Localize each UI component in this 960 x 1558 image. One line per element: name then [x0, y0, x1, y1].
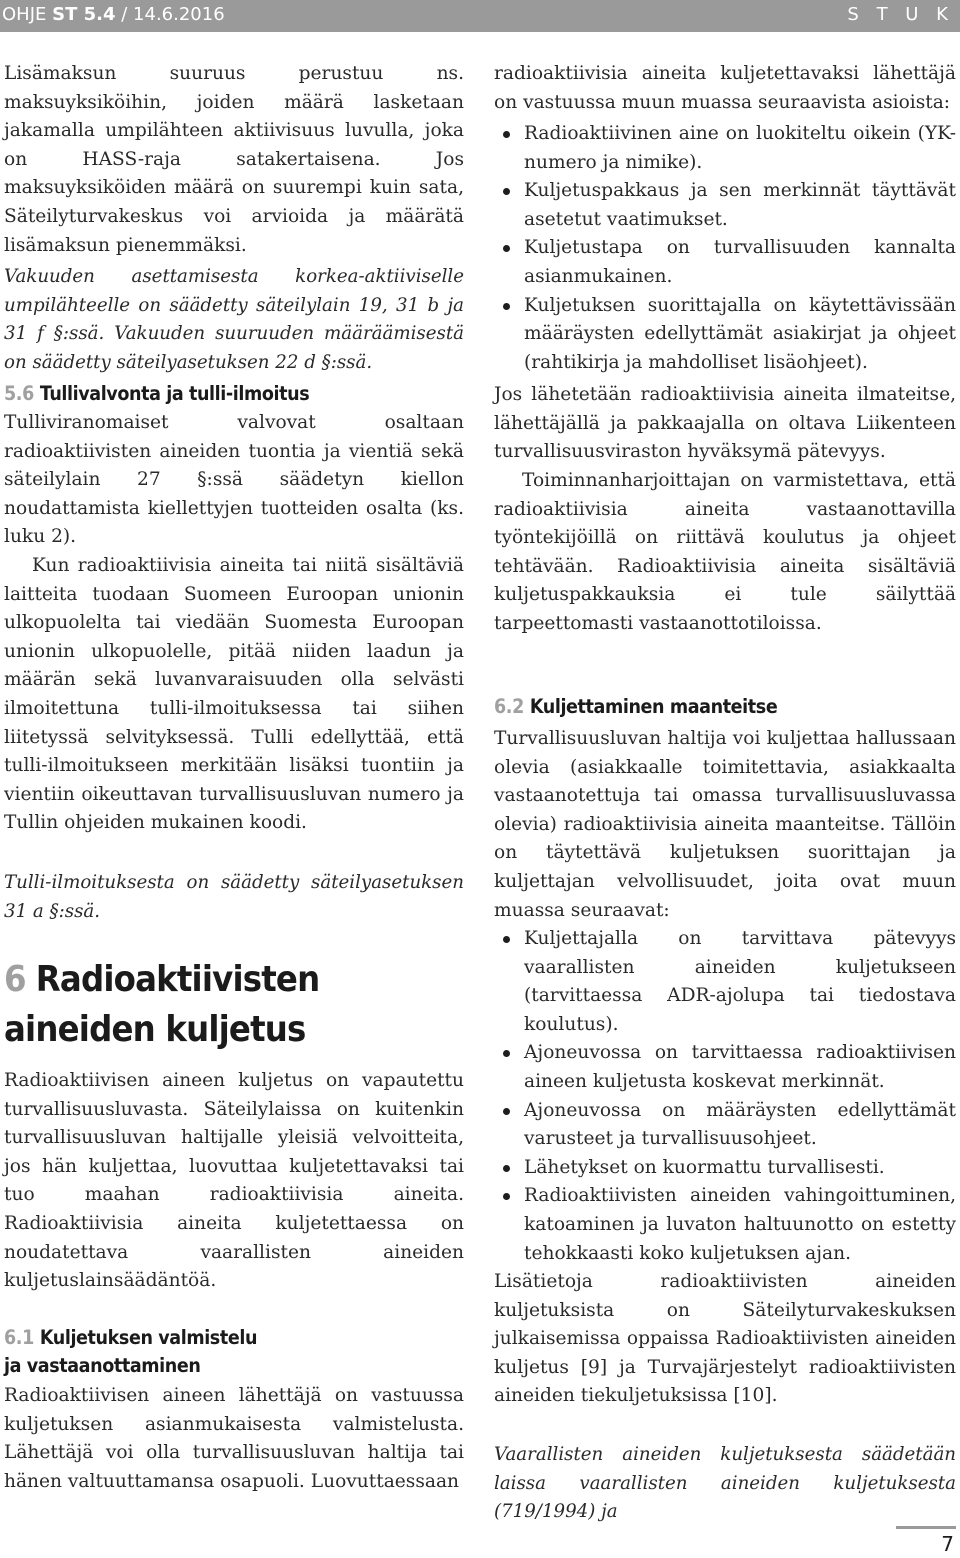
section-title-line2: ja vastaanottaminen [4, 1354, 201, 1377]
chapter-title-line1: Radioaktiivisten [35, 959, 320, 1000]
document-id [2, 4, 225, 25]
paragraph [494, 381, 956, 467]
paragraph-text: Kun radioaktiivisia aineita tai niitä sisältäviä laitteita tuodaan Suomeen Euroopan unionin ulkopuolelta tai viedään Suomesta Euroopan unionin ulkopuolelle, pitää niiden laadun ja määrän sekä luvanvaraisuuden olla selvästi ilmoitettuna tulli-ilmoituksessa tai siihen liitetyssä selvityksessä. Tulli edellyttää, että tulli-ilmoitukseen merkitään lisäksi tuontiin ja vientiin oikeuttavan turvallisuusluvan numero ja Tullin ohjeiden mukainen koodi. [4, 555, 464, 834]
list-item [494, 1182, 956, 1268]
legal-note-text: Tulli-ilmoituksesta on säädetty säteilyasetuksen 31 a §:ssä. [4, 872, 464, 922]
doc-code: ST 5.4 [52, 4, 116, 25]
paragraph [4, 409, 464, 552]
list-item [494, 1097, 956, 1154]
section-heading-6-1 [4, 1324, 464, 1380]
list-item-text: Ajoneuvossa on tarvittaessa radioaktiivisen aineen kuljetusta koskevat merkinnät. [524, 1042, 956, 1092]
paragraph [494, 467, 956, 639]
legal-note-text: Vakuuden asettamisesta korkea-aktiiviselle umpilähteelle on säädetty säteilylain 19, 31 b ja 31 f §:ssä. Vakuuden suuruuden määräämisestä on säädetty säteilyasetuksen 22 d §:ssä. [4, 266, 464, 373]
list-item-text: Kuljetuspakkaus ja sen merkinnät täyttävät asetetut vaatimukset. [524, 180, 956, 230]
bullet-icon [503, 1050, 510, 1057]
list-item-text: Ajoneuvossa on määräysten edellyttämät varusteet ja turvallisuusohjeet. [524, 1099, 956, 1150]
bullet-icon [503, 1165, 510, 1172]
document-header [0, 0, 960, 32]
list-item [494, 925, 956, 1039]
paragraph [4, 1382, 464, 1496]
list-item [494, 177, 956, 234]
paragraph-text: Radioaktiivisen aineen kuljetus on vapautettu turvallisuusluvasta. Säteilylaissa on kuitenkin turvallisuusluvan haltijalle yleisiä velvoitteita, jos hän kuljettaa, luovuttaa kuljetettavaksi tai tuo maahan radioaktiivisia aineita. Radioaktiivisia aineita kuljetettaessa on noudatettava vaarallisten aineiden kuljetuslainsäädäntöä. [4, 1070, 464, 1292]
chapter-number: 6 [4, 959, 26, 1000]
paragraph-text: Radioaktiivisen aineen lähettäjä on vastuussa kuljetuksen asianmukaisesta valmistelusta. Lähettäjä voi olla turvallisuusluvan haltija tai hänen valtuuttamansa osapuoli. Luovuttaessaan [4, 1385, 464, 1492]
section-title-line1: Kuljetuksen valmistelu [39, 1326, 258, 1349]
page-number: 7 [941, 1532, 954, 1556]
paragraph [494, 725, 956, 925]
bullet-list [494, 925, 956, 1268]
bullet-list [494, 120, 956, 377]
bullet-icon [503, 303, 510, 310]
bullet-icon [503, 936, 510, 943]
chapter-heading-6 [4, 955, 464, 1055]
doc-date: / 14.6.2016 [121, 4, 225, 25]
stuk-logo: S T U K [847, 4, 954, 25]
section-title: Kuljettaminen maanteitse [529, 695, 778, 718]
paragraph [494, 1268, 956, 1411]
section-heading-6-2 [494, 693, 956, 721]
list-item-text: Lähetykset on kuormattu turvallisesti. [524, 1156, 885, 1178]
paragraph-text: Toiminnanharjoittajan on varmistettava, että radioaktiivisia aineita vastaanottavilla työntekijöillä on riittävä koulutus ja ohjeet tehtävään. Radioaktiivisia aineita sisältäviä kuljetuspakkauksia ei tule säilyttää tarpeettomasti vastaanottotiloissa. [494, 470, 956, 634]
paragraph [4, 1067, 464, 1296]
paragraph-text: Turvallisuusluvan haltija voi kuljettaa hallussaan olevia (asiakkaalle toimitettavia, asiakkaalta vastaanotettuja tai omassa turvallisuusluvassa olevia) radioaktiivisia aineita maanteitse. Tällöin on täytettävä kuljetuksen suorittajan ja kuljettajan velvollisuudet, joita ovat muun muassa seuraavat: [494, 728, 956, 921]
list-item-text: Kuljetustapa on turvallisuuden kannalta asianmukainen. [524, 237, 956, 287]
section-number: 6.1 [4, 1326, 34, 1349]
list-item [494, 234, 956, 291]
legal-note [4, 263, 464, 377]
paragraph-text: Lisämaksun suuruus perustuu ns. maksuyksiköihin, joiden määrä lasketaan jakamalla umpilähteen aktiivisuus luvulla, joka on HASS-raja satakertaisena. Jos maksuyksiköiden määrä on suurempi kuin sata, Säteilyturvakeskus voi arvioida ja määrätä lisämaksun pienemmäksi. [4, 63, 464, 256]
list-item-text: Kuljettajalla on tarvittava pätevyys vaarallisten aineiden kuljetukseen (tarvittaessa ADR-ajolupa tai tiedostava koulutus). [524, 928, 956, 1035]
list-item-text: Radioaktiivinen aine on luokiteltu oikein (YK-numero ja nimike). [524, 123, 956, 173]
section-heading-5-6 [4, 380, 464, 408]
paragraph [494, 60, 956, 117]
paragraph-text: Lisätietoja radioaktiivisten aineiden kuljetuksista on Säteilyturvakeskuksen julkaisemissa oppaissa Radioaktiivisten aineiden kuljetus [9] ja Turvajärjestelyt radioaktiivisten aineiden tiekuljetuksissa [10]. [494, 1271, 956, 1407]
list-item-text: Kuljetuksen suorittajalla on käytettävissään määräysten edellyttämät asiakirjat ja ohjeet (rahtikirja ja mahdolliset lisäohjeet). [524, 294, 956, 373]
chapter-title-line2: aineiden kuljetus [4, 1009, 306, 1050]
legal-note [4, 869, 464, 926]
paragraph-text: Jos lähetetään radioaktiivisia aineita ilmateitse, lähettäjällä ja pakkaajalla on oltava Liikenteen turvallisuusviraston hyväksymä pätevyys. [494, 384, 956, 463]
section-title: Tullivalvonta ja tulli-ilmoitus [39, 382, 310, 405]
paragraph-text: radioaktiivisia aineita kuljetettavaksi lähettäjä on vastuussa muun muassa seuraavista asioista: [494, 63, 956, 113]
paragraph-text: Tulliviranomaiset valvovat osaltaan radioaktiivisten aineiden tuontia ja vientiä sekä säteilylain 27 §:ssä säädetyn kiellon noudattamista kiellettyjen tuotteiden osalta (ks. luku 2). [4, 412, 464, 548]
list-item [494, 1039, 956, 1096]
paragraph [4, 60, 464, 260]
legal-note-text: Vaarallisten aineiden kuljetuksesta säädetään laissa vaarallisten aineiden kuljetuksesta (719/1994) ja [494, 1444, 956, 1523]
section-number: 5.6 [4, 382, 34, 405]
bullet-icon [503, 188, 510, 195]
page-number-rule [896, 1526, 956, 1529]
list-item [494, 1154, 956, 1183]
bullet-icon [503, 245, 510, 252]
legal-note [494, 1441, 956, 1527]
bullet-icon [503, 1108, 510, 1115]
bullet-icon [503, 131, 510, 138]
doc-label: OHJE [2, 4, 47, 25]
list-item-text: Radioaktiivisten aineiden vahingoittuminen, katoaminen ja luvaton haltuunotto on estetty tehokkaasti koko kuljetuksen ajan. [524, 1185, 956, 1264]
section-number: 6.2 [494, 695, 524, 718]
paragraph [4, 552, 464, 838]
bullet-icon [503, 1193, 510, 1200]
list-item [494, 292, 956, 378]
list-item [494, 120, 956, 177]
